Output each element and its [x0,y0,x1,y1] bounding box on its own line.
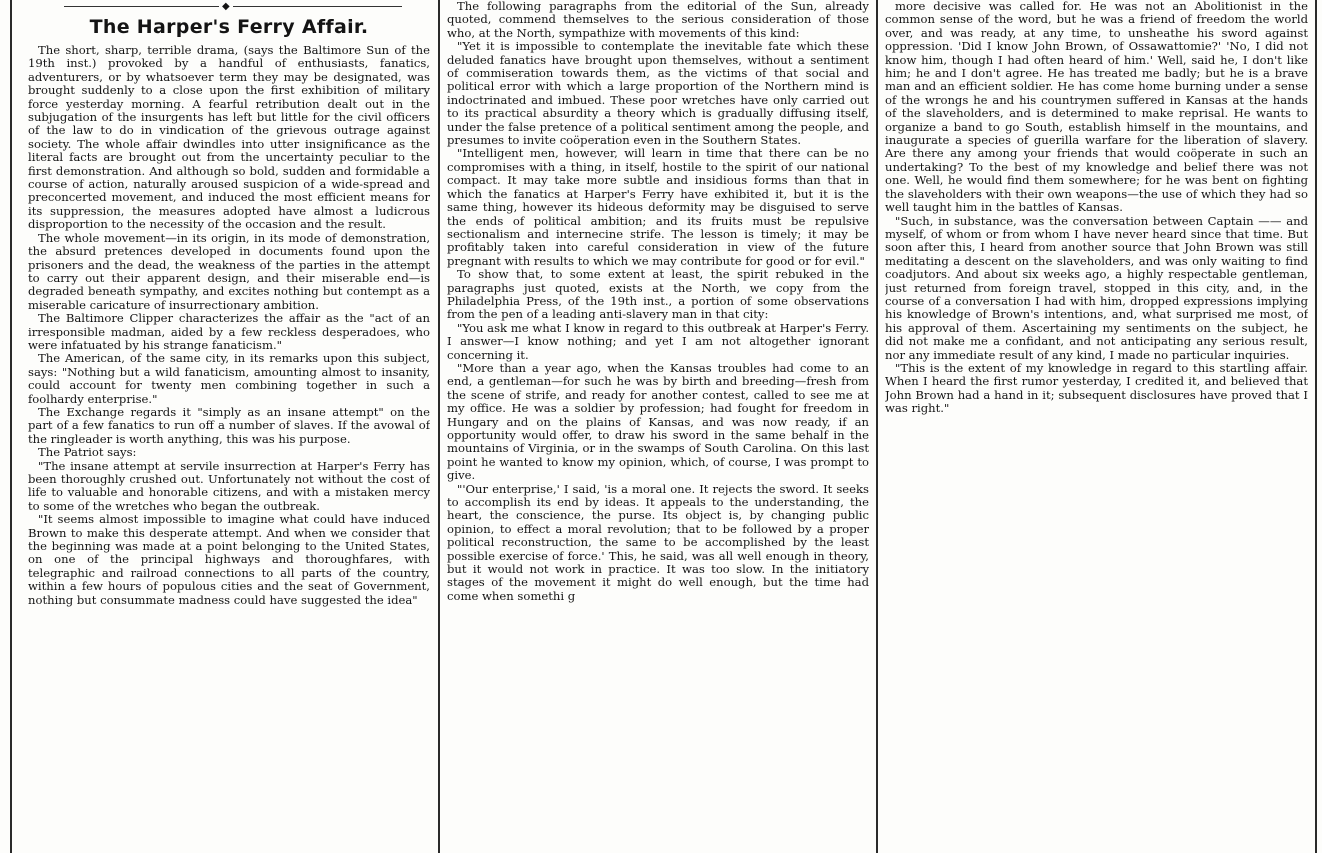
paragraph: "More than a year ago, when the Kansas troubles had come to an end, a gentleman—for such he was by birth and breeding—fresh from the scene of strife, and ready for another contest, called to see me at my office. He was a soldier by profession; had fought for freedom in Hungary and on the plains of Kansas, and was now ready, if an opportunity would offer, to draw his sword in the same behalf in the mountains of Virginia, or in the swamps of South Carolina. On this last point he wanted to know my opinion, which, of course, I was prompt to give. [447,360,869,483]
paragraph: The short, sharp, terrible drama, (says the Baltimore Sun of the 19th inst.) provoked by a handful of enthusiasts, fanatics, adventurers, or by whatsoever term they may be designated, was brought suddenly to a close upon the first exhibition of military force yesterday morning. A fearful retribution dealt out in the subjugation of the insurgents has left but little for the civil officers of the law to do in vindication of the grievous outrage against society. The whole affair dwindles into utter insignificance as the literal facts are brought out from the uncertainty peculiar to the first demonstration. And although so bold, sudden and formidable a course of action, naturally aroused suspicion of a wide-spread and preconcerted movement, and induced the most efficient means for its suppression, the measures adopted have almost a ludicrous disproportion to the necessity of the occasion and the result. [28,43,430,232]
paragraph: more decisive was called for. He was not an Abolitionist in the common sense of the word, but he was a friend of freedom the world over, and was ready, at any time, to unsheathe his sword against oppression. 'Did I know John Brown, of Ossawattomie?' 'No, I did not know him, though I had often heard of him.' Well, said he, I don't like him; he and I don't agree. He has treated me badly; but he is a brave man and an efficient soldier. He has come home burning under a sense of the wrongs he and his countrymen suffered in Kansas at the hands of the slaveholders, and is determined to make reprisal. He wants to organize a band to go South, establish himself in the mountains, and inaugurate a species of guerilla warfare for the liberation of slavery. Are there any among your friends that would coöperate in such an undertaking? To the best of my knowledge and belief there was not one. Well, he would find them somewhere; for he was bent on fighting the slaveholders with their own weapons—the use of which they had so well taught him in the battles of Kansas. [885,0,1308,215]
column-2 [447,0,869,853]
diamond-ornament-icon: ◆ [219,1,233,13]
column-3 [885,0,1308,853]
paragraph: The American, of the same city, in its remarks upon this subject, says: "Nothing but a wild fanaticism, amounting almost to insanity, could account for twenty men combining together in such a foolhardy enterprise." [28,351,430,406]
paragraph: The following paragraphs from the editorial of the Sun, already quoted, commend themselves to the serious consideration of those who, at the North, sympathize with movements of this kind: [447,0,869,40]
paragraph: "Intelligent men, however, will learn in time that there can be no compromises with a thing, in itself, hostile to the spirit of our national compact. It may take more subtle and insidious forms than that in which the fanatics at Harper's Ferry have exhibited it, but it is the same thing, however its hideous deformity may be disguised to serve the ends of political ambition; and its fruits must be repulsive sectionalism and internecine strife. The lesson is timely; it may be profitably taken into careful consideration in view of the future pregnant with results to which we may contribute for good or for evil." [447,146,869,268]
paragraph: "'Our enterprise,' I said, 'is a moral one. It rejects the sword. It seeks to accomplish its end by ideas. It appeals to the understanding, the heart, the conscience, the purse. Its object is, by changing public opinion, to effect a moral revolution; that to be followed by a proper political reconstruction, the same to be accomplished by the least possible exercise of force.' This, he said, was all well enough in theory, but it would not work in practice. It was too slow. In the initiatory stages of the movement it might do well enough, but the time had come when somethi g [447,481,869,603]
header-ornament [28,0,430,14]
paragraph: "The insane attempt at servile insurrection at Harper's Ferry has been thoroughly crushed out. Unfortunately not without the cost of life to valuable and honorable citizens, and with a mistaken mercy to some of the wretches who began the outbreak. [28,458,430,513]
paragraph: "Yet it is impossible to contemplate the inevitable fate which these deluded fanatics have brought upon themselves, without a sentiment of commiseration towards them, as the victims of that social and political error with which a large proportion of the Northern mind is indoctrinated and imbued. These poor wretches have only carried out to its practical absurdity a theory which is gradually diffusing itself, under the false pretence of a political sentiment among the people, and presumes to invite coöperation even in the Southern States. [447,39,869,148]
paragraph: The Exchange regards it "simply as an insane attempt" on the part of a few fanatics to run off a number of slaves. If the avowal of the ringleader is worth anything, this was his purpose. [28,404,430,446]
paragraph: "This is the extent of my knowledge in regard to this startling affair. When I heard the first rumor yesterday, I credited it, and believed that John Brown had a hand in it; subsequent disclosures have proved that I was right." [885,360,1308,416]
column-rule [438,0,440,853]
paragraph: "You ask me what I know in regard to this outbreak at Harper's Ferry. I answer—I know nothing; and yet I am not altogether ignorant concerning it. [447,320,869,362]
column-rule [10,0,12,853]
column-rule [876,0,878,853]
paragraph: The Patriot says: [38,445,137,460]
paragraph: The Baltimore Clipper characterizes the affair as the "act of an irresponsible madman, aided by a few reckless desperadoes, who were infatuated by his strange fanaticism." [28,311,430,352]
article-title: The Harper's Ferry Affair. [89,16,369,38]
paragraph: "It seems almost impossible to imagine what could have induced Brown to make this desperate attempt. And when we consider that the beginning was made at a point belonging to the United States, on one of the principal highways and thoroughfares, with telegraphic and railroad connections to all parts of the country, within a few hours of populous cities and the seat of Government, nothing but consummate madness could have suggested the idea" [28,512,430,607]
column-1 [28,0,430,853]
paragraph: To show that, to some extent at least, the spirit rebuked in the paragraphs just quoted, exists at the North, we copy from the Philadelphia Press, of the 19th inst., a portion of some observations from the pen of a leading anti-slavery man in that city: [447,267,869,322]
column-rule [1315,0,1317,853]
paragraph: "Such, in substance, was the conversation between Captain —— and myself, of whom or from whom I have never heard since that time. But soon after this, I heard from another source that John Brown was still meditating a descent on the slaveholders, and was only waiting to find coadjutors. And about six weeks ago, a highly respectable gentleman, just returned from foreign travel, stopped in this city, and, in the course of a conversation I had with him, dropped expressions implying his knowledge of Brown's intentions, and, what surprised me most, of his approval of them. Ascertaining my sentiments on the subject, he did not make me a confidant, and not anticipating any serious result, nor any immediate result of any kind, I made no particular inquiries. [885,213,1308,362]
paragraph: The whole movement—in its origin, in its mode of demonstration, the absurd pretences developed in documents found upon the prisoners and the dead, the weakness of the parties in the attempt to carry out their apparent design, and their miserable end—is degraded beneath sympathy, and excites nothing but contempt as a miserable caricature of insurrectionary ambition. [28,230,430,312]
